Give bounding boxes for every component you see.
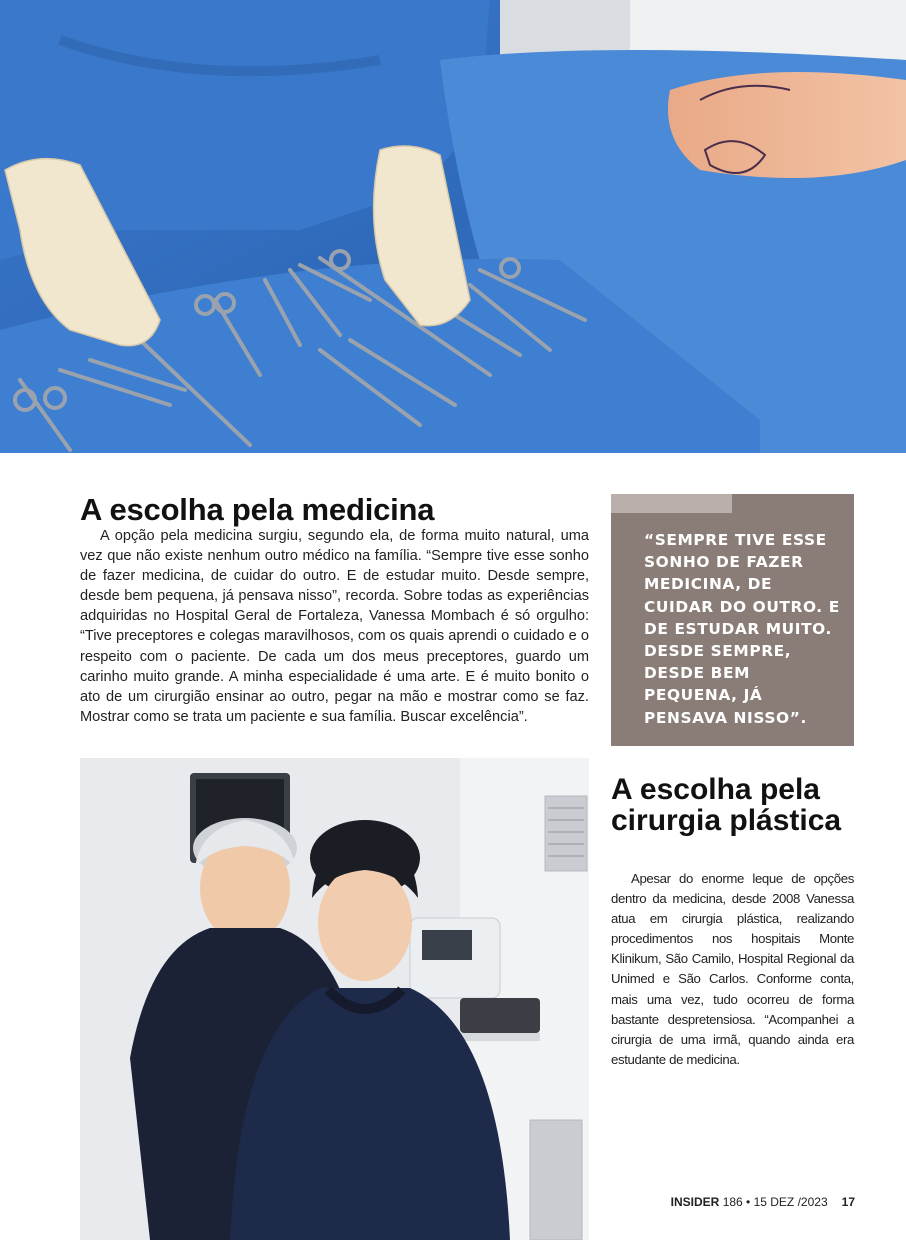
section-title-medicina: A escolha pela medicina [80,492,435,527]
pull-quote-tab [611,494,732,513]
pull-quote-text: “SEMPRE TIVE ESSE SONHO DE FAZER MEDICINA, DE CUIDAR DO OUTRO. E DE ESTUDAR MUITO. DESDE SEMPRE, DESDE BEM PEQUENA, JÁ PENSAVA NISSO”. [644,531,840,727]
surgical-instruments-photo [0,0,906,453]
issue-info: 186 • 15 DEZ /2023 [719,1195,828,1209]
page-number: 17 [841,1195,855,1209]
page-footer [671,1195,855,1209]
pull-quote-box [611,494,854,746]
section-title-cirurgia-plastica: A escolha pela cirurgia plástica [611,773,842,837]
body-paragraph-cirurgia-plastica: Apesar do enorme leque de opções dentro da medicina, desde 2008 Vanessa atua em cirurgia plástica, realizando procedimentos nos hospitais Monte Klinikum, São Camilo, Hospital Regional da Unimed e São Carlos. Conforme conta, mais uma vez, tudo ocorreu de forma bastante despretensiosa. “Acompanhei a cirurgia de uma irmã, quando ainda era estudante de medicina. [611,871,854,1067]
doctors-portrait-photo [80,758,589,1240]
body-paragraph-medicina: A opção pela medicina surgiu, segundo ela, de forma muito natural, uma vez que não existe nenhum outro médico na família. “Sempre tive esse sonho de fazer medicina, de cuidar do outro. E de estudar muito. Desde sempre, desde bem pequena, já pensava nisso”, recorda. Sobre todas as experiências adquiridas no Hospital Geral de Fortaleza, Vanessa Mombach é só orgulho: “Tive preceptores e colegas maravilhosos, com os quais aprendi o cuidado e o respeito com o paciente. De cada um dos meus preceptores, guardo um carinho muito grande. A minha especialidade é uma arte. E é muito bonito o ato de um cirurgião ensinar ao outro, pegar na mão e mostrar como se faz. Mostrar como se trata um paciente e sua família. Buscar excelência”. [80,528,589,725]
magazine-name: INSIDER [670,1195,720,1209]
